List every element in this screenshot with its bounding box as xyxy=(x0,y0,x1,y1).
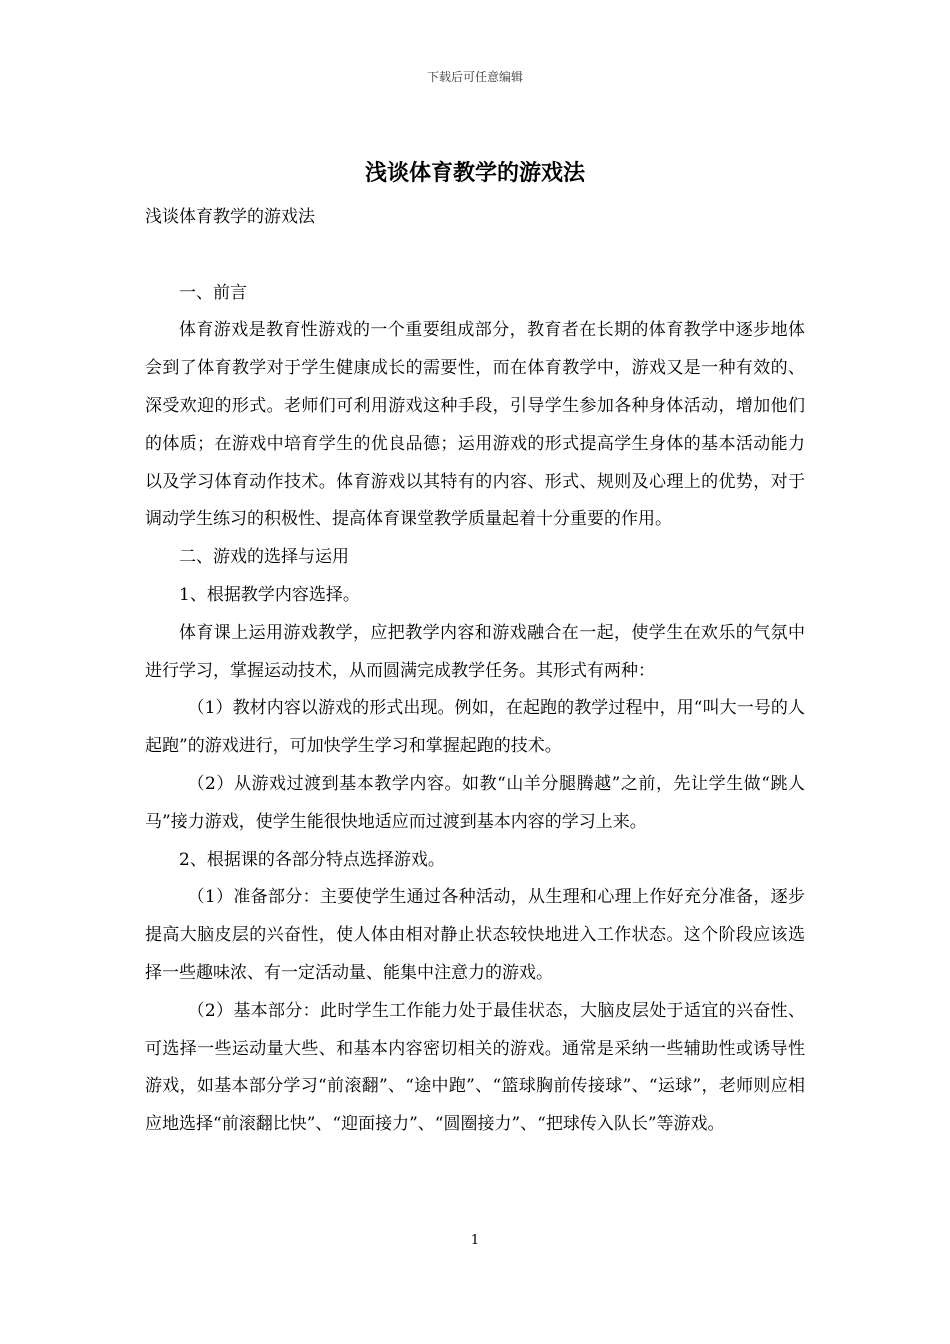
paragraph: （1）教材内容以游戏的形式出现。例如，在起跑的教学过程中，用“叫大一号的人起跑”的游戏进行，可加快学生学习和掌握起跑的技术。 xyxy=(145,698,805,757)
page-header: 下载后可任意编辑 xyxy=(426,70,523,84)
section-heading-1: 一、前言 xyxy=(179,282,247,303)
blank-line xyxy=(145,237,805,275)
document-title: 浅谈体育教学的游戏法 xyxy=(364,160,585,186)
page-number: 1 xyxy=(470,1233,480,1248)
paragraph: 体育游戏是教育性游戏的一个重要组成部分，教育者在长期的体育教学中逐步地体会到了体育教学对于学生健康成长的需要性，而在体育教学中，游戏又是一种有效的、深受欢迎的形式。老师们可利用游戏这种手段，引导学生参加各种身体活动，增加他们的体质；在游戏中培育学生的优良品德；运用游戏的形式提高学生身体的基本活动能力以及学习体育动作技术。体育游戏以其特有的内容、形式、规则及心理上的优势，对于调动学生练习的积极性、提高体育课堂教学质量起着十分重要的作用。 xyxy=(145,320,805,530)
paragraph: （2）基本部分：此时学生工作能力处于最佳状态，大脑皮层处于适宜的兴奋性、可选择一些运动量大些、和基本内容密切相关的游戏。通常是采纳一些辅助性或诱导性游戏，如基本部分学习“前滚翻”、“途中跑”、“篮球胸前传接球”、“运球”，老师则应相应地选择“前滚翻比快”、“迎面接力”、“圆圈接力”、“把球传入队长”等游戏。 xyxy=(145,1000,805,1135)
list-item: 2、根据课的各部分特点选择游戏。 xyxy=(179,849,445,870)
document-body xyxy=(145,199,805,1144)
paragraph: （2）从游戏过渡到基本教学内容。如教“山羊分腿腾越”之前，先让学生做“跳人马”接力游戏，使学生能很快地适应而过渡到基本内容的学习上来。 xyxy=(145,773,805,832)
subtitle: 浅谈体育教学的游戏法 xyxy=(145,207,315,227)
paragraph: 体育课上运用游戏教学，应把教学内容和游戏融合在一起，使学生在欢乐的气氛中进行学习，掌握运动技术，从而圆满完成教学任务。其形式有两种： xyxy=(145,622,805,681)
list-item: 1、根据教学内容选择。 xyxy=(179,584,360,605)
section-heading-2: 二、游戏的选择与运用 xyxy=(179,547,349,568)
paragraph: （1）准备部分：主要使学生通过各种活动，从生理和心理上作好充分准备，逐步提高大脑皮层的兴奋性，使人体由相对静止状态较快地进入工作状态。这个阶段应该选择一些趣味浓、有一定活动量、能集中注意力的游戏。 xyxy=(145,887,805,983)
